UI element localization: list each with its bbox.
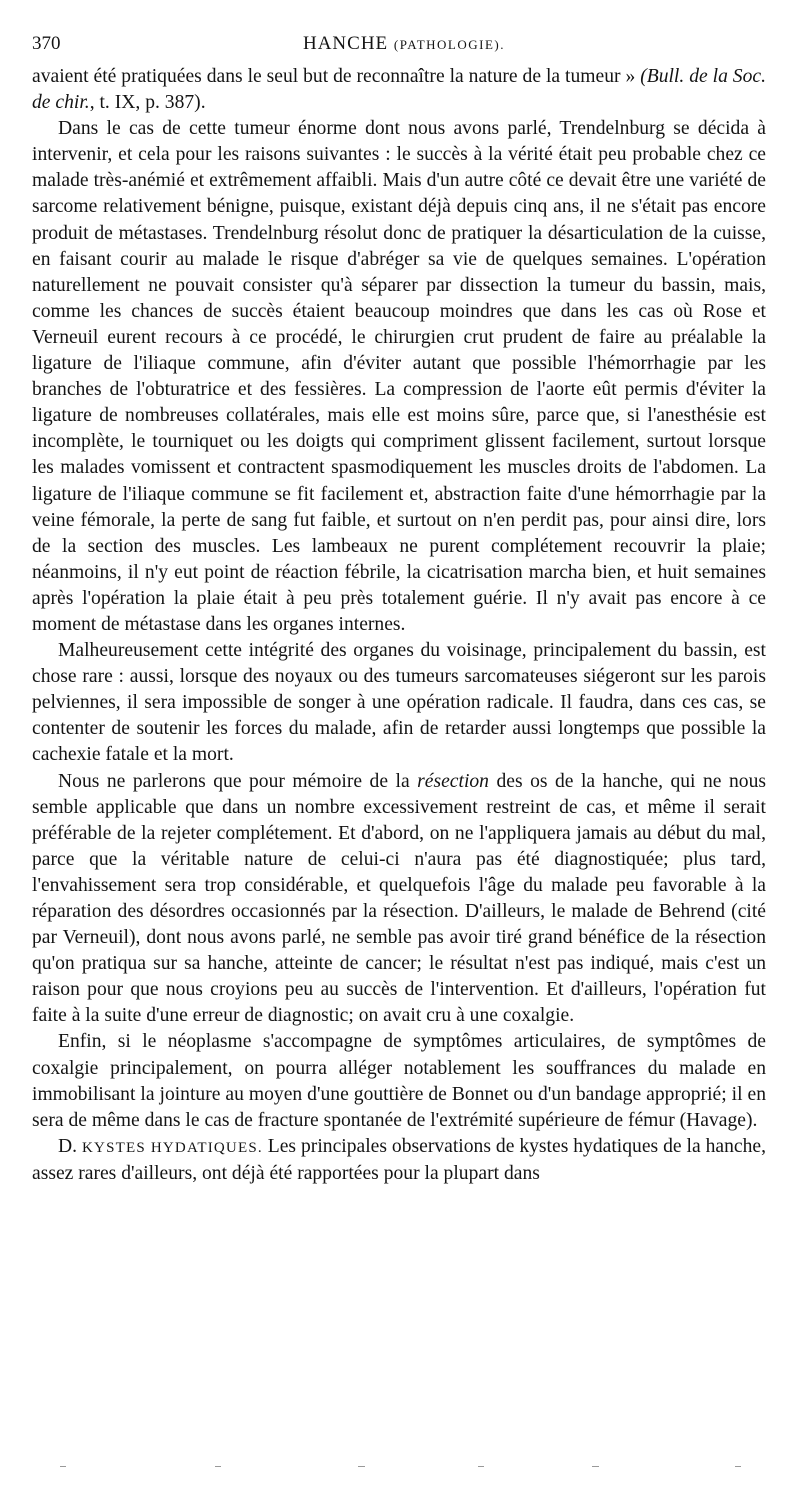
running-head-subtitle: (PATHOLOGIE). xyxy=(393,37,506,52)
speck xyxy=(215,1466,221,1467)
text-run: des os de la hanche, qui ne nous semble applicable que dans un nombre excessivement restreint de cas, et même il serait préférable de la rejeter complétement. Et d'abord, on ne l'appliquera jamais au début du mal, parce que la véritable nature de celui-ci n'aura pas été diagnostiquée; plus tard, l'envahissement sera trop considérable, et quelquefois l'âge du malade peu favorable à la réparation des désordres occasionnés par la résection. D'ailleurs, le malade de Behrend (cité par Verneuil), dont nous avons parlé, ne semble pas avoir tiré grand bénéfice de la résection qu'on pratiqua sur sa hanche, atteinte de cancer; le résultat n'est pas indiqué, mais c'est un raison pour que nous croyions peu au succès de l'intervention. Et d'ailleurs, l'opération fut faite à la suite d'une erreur de diagnostic; on avait cru à une coxalgie. xyxy=(32,770,766,1027)
text-run: , t. IX, p. 387). xyxy=(89,92,206,114)
speck xyxy=(358,1466,365,1467)
page xyxy=(32,30,766,1187)
paragraph-5 xyxy=(32,1029,766,1133)
text-run: Malheureusement cette intégrité des organes du voisinage, principalement du bassin, est chose rare : aussi, lorsque des noyaux ou des tumeurs sarcomateuses siégeront sur les parois pelviennes, il sera impossible de songer à une opération radicale. Il faudra, dans ces cas, se contenter de soutenir les forces du malade, afin de retarder aussi longtemps que possible la cachexie fatale et la mort. xyxy=(32,640,766,766)
text-run: D. xyxy=(58,1135,82,1157)
text-run: avaient été pratiquées dans le seul but de reconnaître la nature de la tumeur » xyxy=(32,66,641,87)
text-run: Les principales observations de kystes hydatiques de la hanche, assez rares d'ailleurs, ont déjà été rapportées pour la plupart dans xyxy=(32,1135,766,1184)
paragraph-3 xyxy=(32,638,766,768)
running-head xyxy=(32,30,766,59)
paragraph-6 xyxy=(32,1134,766,1187)
print-specks xyxy=(0,1466,800,1476)
text-run: Enfin, si le néoplasme s'accompagne de symptômes articulaires, de symptômes de coxalgie principalement, on pourra alléger notablement les souffrances du malade en immobilisant la jointure au moyen d'une gouttière de Bonnet ou d'un bandage approprié; il en sera de même dans le cas de fracture spontanée de l'extrémité supérieure de fémur (Havage). xyxy=(32,1031,766,1131)
speck xyxy=(592,1466,599,1467)
page-header xyxy=(32,30,766,58)
italic-run: résection xyxy=(417,770,489,792)
speck xyxy=(60,1466,66,1467)
speck xyxy=(478,1466,484,1467)
small-caps-heading: KYSTES HYDATIQUES. xyxy=(82,1139,263,1156)
paragraph-1 xyxy=(32,64,766,116)
text-run: Dans le cas de cette tumeur énorme dont nous avons parlé, Trendelnburg se décida à intervenir, et cela pour les raisons suivantes : le succès à la vérité était peu probable chez ce malade très-anémié et extrêmement affaibli. Mais d'un autre côté ce devait être une variété de sarcome relativement bénigne, puisque, existant déjà depuis cinq ans, il ne s'était pas encore produit de métastases. Trendelnburg résolut donc de pratiquer la désarticulation de la cuisse, en faisant courir au malade le risque d'abréger sa vie de quelques semaines. L'opération naturellement ne pouvait consister qu'à séparer par dissection la tumeur du bassin, mais, comme les chances de succès étaient beaucoup moindres que dans les cas où Rose et Verneuil eurent recours à ce procédé, le chirurgien crut prudent de faire au préalable la ligature de l'iliaque commune, afin d'éviter autant que possible l'hémorrhagie par les branches de l'obturatrice et des fessières. La compression de l'aorte eût permis d'éviter la ligature de nombreuses collatérales, mais elle est moins sûre, parce que, si l'anesthésie est incomplète, le tourniquet ou les doigts qui compriment glissent facilement, surtout lorsque les malades vomissent et contractent spasmodiquement les muscles droits de l'abdomen. La ligature de l'iliaque commune se fit facilement et, abstraction faite d'une hémorrhagie par la veine fémorale, la perte de sang fut faible, et surtout on n'en perdit pas, pour ainsi dire, lors de la section des muscles. Les lambeaux ne purent complétement recouvrir la plaie; néanmoins, il n'y eut point de réaction fébrile, la cicatrisation marcha bien, et huit semaines après l'opération la plaie était à peu près totalement guérie. Il n'y avait pas encore à ce moment de métastase dans les organes internes. xyxy=(32,118,766,635)
running-head-title: HANCHE xyxy=(302,33,389,54)
page-number: 370 xyxy=(32,33,61,54)
speck xyxy=(735,1466,741,1467)
paragraph-2 xyxy=(32,116,766,638)
text-run: Nous ne parlerons que pour mémoire de la xyxy=(58,770,418,792)
italic-run: (Bull. de la Soc. de chir. xyxy=(32,66,766,114)
body-text xyxy=(32,64,766,1187)
paragraph-4 xyxy=(32,769,766,1030)
